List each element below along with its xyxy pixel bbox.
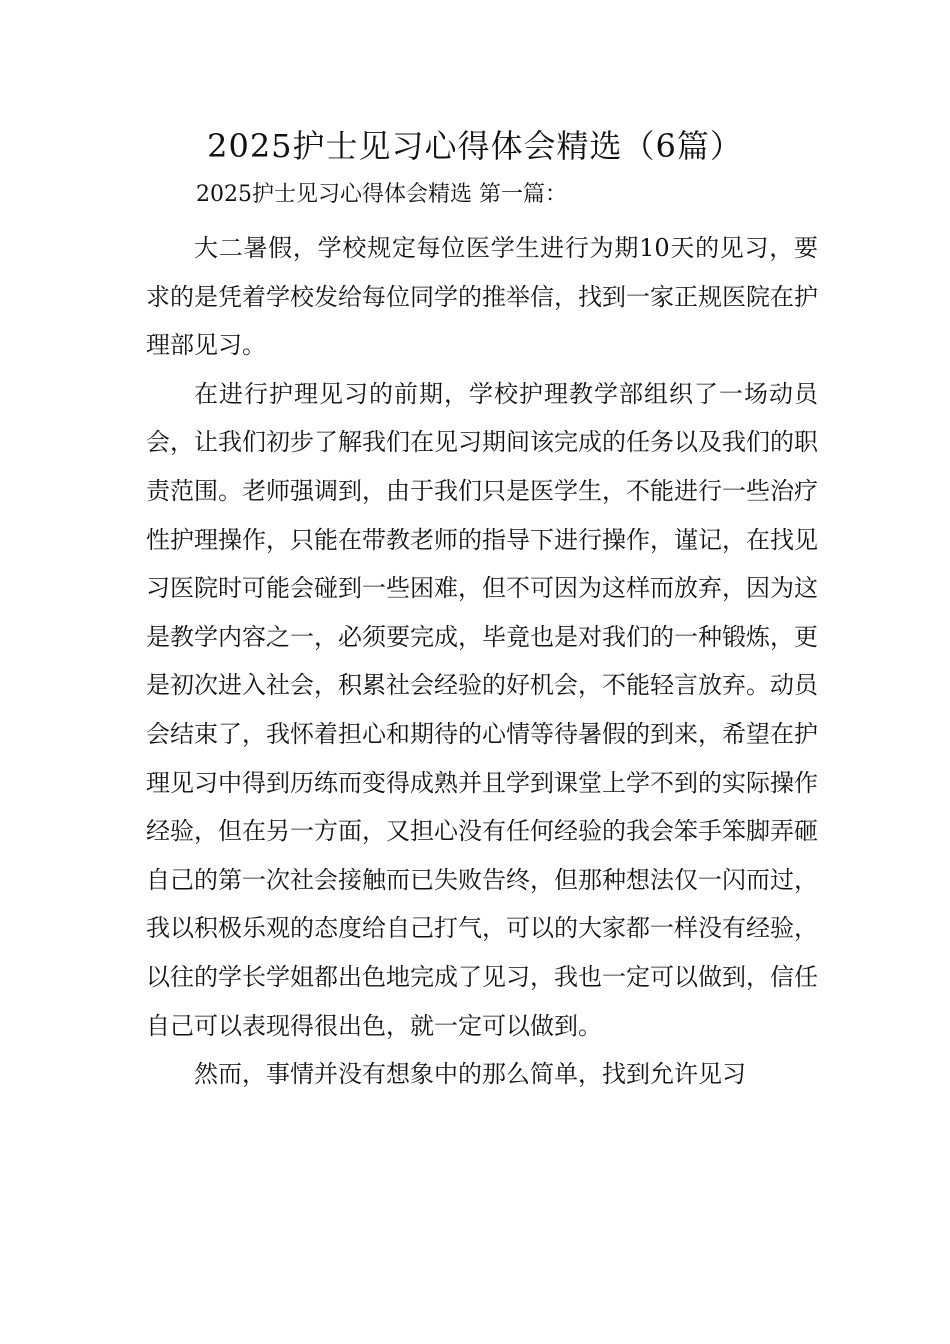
paragraph: 大二暑假，学校规定每位医学生进行为期10天的见习，要求的是凭着学校发给每位同学的推举信，找到一家正规医院在护理部见习。 [146,234,818,360]
paragraph: 在进行护理见习的前期，学校护理教学部组织了一场动员会，让我们初步了解我们在见习期间该完成的任务以及我们的职责范围。老师强调到，由于我们只是医学生，不能进行一些治疗性护理操作，只能在带教老师的指导下进行操作，谨记，在找见习医院时可能会碰到一些困难，但不可因为这样而放弃，因为这是教学内容之一，必须要完成，毕竟也是对我们的一种锻炼，更是初次进入社会，积累社会经验的好机会，不能轻言放弃。动员会结束了，我怀着担心和期待的心情等待暑假的到来，希望在护理见习中得到历练而变得成熟并且学到课堂上学不到的实际操作经验，但在另一方面，又担心没有任何经验的我会笨手笨脚弄砸自己的第一次社会接触而已失败告终，但那种想法仅一闪而过，我以积极乐观的态度给自己打气，可以的大家都一样没有经验，以往的学长学姐都出色地完成了见习，我也一定可以做到，信任自己可以表现得很出色，就一定可以做到。 [146,379,818,1040]
document-body [146,224,818,1099]
document-title: 2025护士见习心得体会精选（6篇） [207,127,743,165]
paragraph: 然而，事情并没有想象中的那么简单，找到允许见习 [194,1060,746,1089]
section-heading: 2025护士见习心得体会精选 第一篇： [196,182,567,207]
